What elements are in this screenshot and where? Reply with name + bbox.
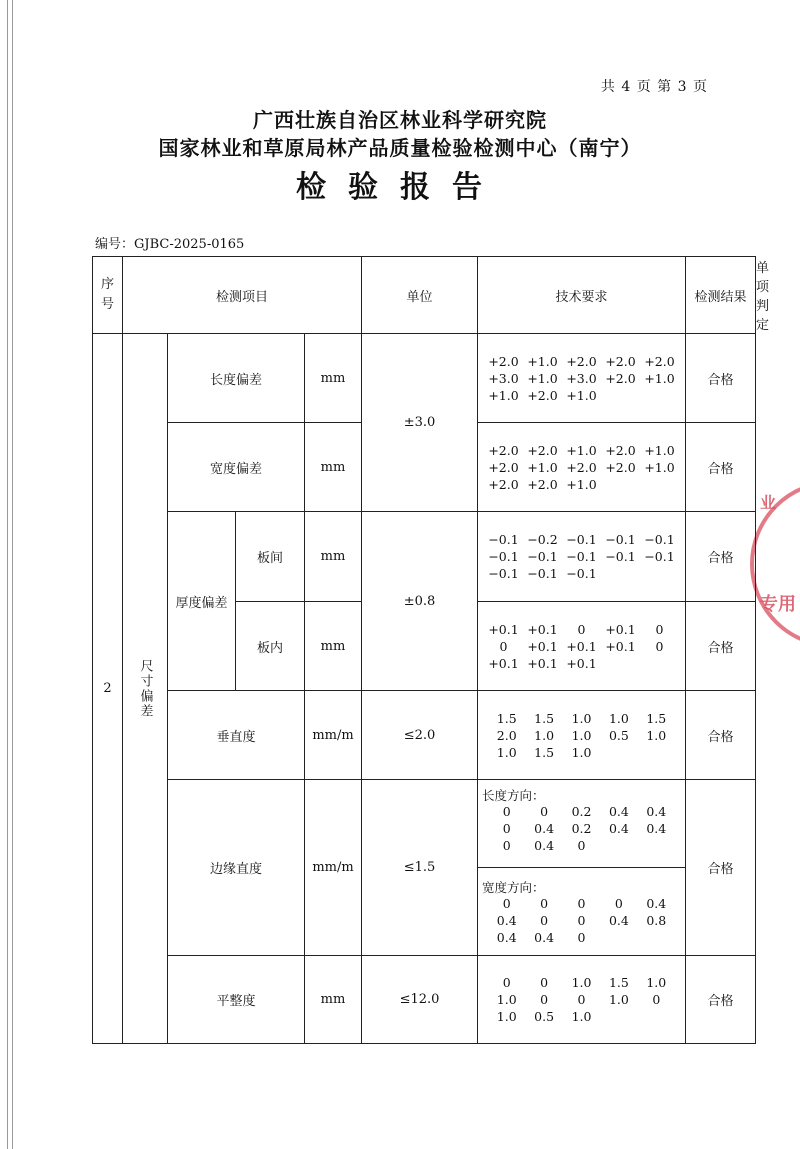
- result-value: 0: [540, 896, 549, 911]
- result-values: [478, 354, 685, 403]
- result-value: 1.5: [608, 975, 629, 990]
- result-value: +1.0: [644, 442, 675, 458]
- result-value: 1.0: [571, 710, 592, 726]
- result-value: +1.0: [566, 387, 597, 403]
- result-value: 0.4: [646, 821, 667, 836]
- verdict-thickness-within: 合格: [686, 602, 756, 691]
- result-value: +2.0: [566, 459, 597, 475]
- result-value: +2.0: [488, 476, 519, 492]
- result-value: +0.1: [527, 638, 558, 654]
- result-value: 1.0: [571, 975, 592, 990]
- result-value: −0.1: [566, 532, 597, 547]
- result-value: 0: [655, 621, 664, 637]
- result-value: 0: [499, 638, 508, 654]
- result-value: +1.0: [644, 459, 675, 475]
- item-thickness-between: 板间: [236, 512, 305, 602]
- result-value: 0: [614, 896, 623, 911]
- table-header-row: 序号 检测项目 单位 技术要求 检测结果 单项判定: [93, 257, 756, 334]
- result-values: [478, 711, 685, 760]
- result-value: 1.0: [608, 992, 629, 1007]
- result-value: +1.0: [566, 476, 597, 492]
- result-value: +1.0: [527, 459, 558, 475]
- result-value: 0.4: [608, 821, 629, 836]
- result-values: [478, 443, 685, 492]
- result-value: +2.0: [488, 459, 519, 475]
- header-item: 检测项目: [123, 257, 362, 334]
- item-edge: 边缘直度: [168, 780, 305, 956]
- table-row: [93, 334, 756, 423]
- result-values: [478, 896, 685, 945]
- verdict-flatness: 合格: [686, 956, 756, 1044]
- result-value: 1.0: [608, 710, 629, 726]
- result-value: +1.0: [644, 370, 675, 386]
- page-number: 共 4 页 第 3 页: [600, 79, 708, 95]
- result-value: 1.5: [534, 710, 555, 726]
- item-flatness: 平整度: [168, 956, 305, 1044]
- table-row: [93, 691, 756, 780]
- group-name: 尺寸偏差: [137, 658, 153, 719]
- verdict-thickness-between: 合格: [686, 512, 756, 602]
- result-value: +2.0: [605, 459, 636, 475]
- result-value: 1.0: [646, 727, 667, 743]
- result-value: −0.1: [488, 566, 519, 581]
- result-value: −0.1: [566, 566, 597, 581]
- result-value: +2.0: [488, 442, 519, 458]
- result-value: 1.5: [534, 744, 555, 760]
- result-value: 1.0: [571, 727, 592, 743]
- result-value: 0: [577, 930, 586, 945]
- result-value: +2.0: [527, 476, 558, 492]
- result-value: 0: [577, 621, 586, 637]
- result-value: 1.0: [571, 1009, 592, 1024]
- header-result: 检测结果: [686, 257, 756, 334]
- result-value: −0.1: [488, 549, 519, 564]
- result-value: 0: [540, 913, 549, 928]
- inspection-table: [92, 256, 770, 1044]
- item-width: 宽度偏差: [168, 423, 305, 512]
- result-value: 0: [502, 975, 511, 990]
- result-edge-width: [478, 868, 686, 956]
- item-thickness-within: 板内: [236, 602, 305, 691]
- result-value: +2.0: [605, 353, 636, 369]
- unit-thickness-within: mm: [305, 602, 362, 691]
- item-thickness: 厚度偏差: [168, 512, 236, 691]
- result-value: 0: [502, 838, 511, 853]
- serial-number: 编号：GJBC-2025-0165: [95, 237, 245, 252]
- result-flatness: [478, 956, 686, 1044]
- result-values: [478, 975, 685, 1024]
- result-value: −0.1: [566, 549, 597, 564]
- result-value: 1.0: [496, 744, 517, 760]
- result-value: 0.4: [646, 804, 667, 819]
- result-value: 0.5: [534, 1009, 555, 1024]
- req-flatness: ≤12.0: [362, 956, 478, 1044]
- result-value: 1.0: [496, 992, 517, 1007]
- result-value: 0.4: [608, 804, 629, 819]
- result-value: 0.5: [608, 727, 629, 743]
- result-value: 1.5: [646, 710, 667, 726]
- result-value: +0.1: [488, 621, 519, 637]
- result-value: 0: [540, 992, 549, 1007]
- group-name-cell: [123, 334, 168, 1044]
- result-values: [478, 622, 685, 671]
- org-name-line2: 国家林业和草原局林产品质量检验检测中心（南宁）: [158, 136, 642, 160]
- result-value: +3.0: [488, 370, 519, 386]
- result-value: +2.0: [605, 370, 636, 386]
- result-value: +2.0: [605, 442, 636, 458]
- verdict-edge: 合格: [686, 780, 756, 956]
- result-value: 0.4: [534, 838, 555, 853]
- table-row: [93, 956, 756, 1044]
- result-value: +0.1: [605, 621, 636, 637]
- result-value: +2.0: [566, 353, 597, 369]
- result-value: +0.1: [488, 655, 519, 671]
- result-value: 1.0: [571, 744, 592, 760]
- report-title: 检验报告: [296, 170, 504, 205]
- header-unit: 单位: [362, 257, 478, 334]
- result-value: +2.0: [488, 353, 519, 369]
- edge-width-label: 宽度方向：: [482, 880, 545, 895]
- result-value: −0.1: [605, 532, 636, 547]
- result-value: 0: [502, 896, 511, 911]
- result-value: 1.5: [496, 710, 517, 726]
- result-value: 0.4: [608, 913, 629, 928]
- result-value: +1.0: [488, 387, 519, 403]
- org-name-line1: 广西壮族自治区林业科学研究院: [253, 108, 547, 132]
- unit-flatness: mm: [305, 956, 362, 1044]
- result-value: 0.4: [646, 896, 667, 911]
- verdict-squareness: 合格: [686, 691, 756, 780]
- result-value: 0.2: [571, 821, 592, 836]
- unit-thickness-between: mm: [305, 512, 362, 602]
- seal-text-top: 业: [760, 493, 777, 512]
- req-thickness: ±0.8: [362, 512, 478, 691]
- result-value: −0.1: [644, 532, 675, 547]
- result-value: +1.0: [527, 370, 558, 386]
- seal-text-bottom: 专用: [760, 594, 796, 615]
- table-row: [93, 512, 756, 602]
- result-value: 0.2: [571, 804, 592, 819]
- result-length: [478, 334, 686, 423]
- result-value: +2.0: [527, 387, 558, 403]
- result-thickness-between: [478, 512, 686, 602]
- result-value: 0: [540, 975, 549, 990]
- result-value: 0: [577, 896, 586, 911]
- result-value: 0: [577, 992, 586, 1007]
- unit-length: mm: [305, 334, 362, 423]
- result-value: +0.1: [566, 655, 597, 671]
- result-value: −0.1: [527, 566, 558, 581]
- unit-squareness: mm/m: [305, 691, 362, 780]
- item-squareness: 垂直度: [168, 691, 305, 780]
- result-value: −0.1: [527, 549, 558, 564]
- item-length: 长度偏差: [168, 334, 305, 423]
- table-row: [93, 780, 756, 868]
- result-value: 0.8: [646, 913, 667, 928]
- official-seal-stamp: [750, 480, 800, 660]
- result-value: 0: [502, 821, 511, 836]
- result-value: 2.0: [496, 727, 517, 743]
- result-width: [478, 423, 686, 512]
- result-value: −0.2: [527, 532, 558, 547]
- result-value: −0.1: [644, 549, 675, 564]
- result-value: +0.1: [527, 655, 558, 671]
- result-value: +3.0: [566, 370, 597, 386]
- result-value: +0.1: [566, 638, 597, 654]
- result-value: 1.0: [496, 1009, 517, 1024]
- result-value: +1.0: [566, 442, 597, 458]
- result-value: 0: [540, 804, 549, 819]
- unit-edge: mm/m: [305, 780, 362, 956]
- result-values: [478, 804, 685, 853]
- result-value: 0.4: [496, 913, 517, 928]
- header-seq: 序号: [93, 257, 123, 334]
- result-edge-length: [478, 780, 686, 868]
- unit-width: mm: [305, 423, 362, 512]
- result-value: 0: [577, 913, 586, 928]
- result-value: 1.0: [646, 975, 667, 990]
- req-squareness: ≤2.0: [362, 691, 478, 780]
- result-value: 0: [502, 804, 511, 819]
- req-length-width: ±3.0: [362, 334, 478, 512]
- result-value: +2.0: [527, 442, 558, 458]
- result-value: +0.1: [527, 621, 558, 637]
- result-thickness-within: [478, 602, 686, 691]
- result-squareness: [478, 691, 686, 780]
- result-value: 0.4: [534, 930, 555, 945]
- group-seq: 2: [93, 334, 123, 1044]
- verdict-width: 合格: [686, 423, 756, 512]
- result-value: 1.0: [534, 727, 555, 743]
- header-req: 技术要求: [478, 257, 686, 334]
- result-value: −0.1: [488, 532, 519, 547]
- result-value: 0: [655, 638, 664, 654]
- req-edge: ≤1.5: [362, 780, 478, 956]
- result-values: [478, 532, 685, 581]
- result-value: +2.0: [644, 353, 675, 369]
- verdict-length: 合格: [686, 334, 756, 423]
- result-value: 0.4: [496, 930, 517, 945]
- edge-length-label: 长度方向：: [482, 788, 545, 803]
- result-value: 0.4: [534, 821, 555, 836]
- result-value: +1.0: [527, 353, 558, 369]
- result-value: 0: [652, 992, 661, 1007]
- result-value: 0: [577, 838, 586, 853]
- result-value: +0.1: [605, 638, 636, 654]
- result-value: −0.1: [605, 549, 636, 564]
